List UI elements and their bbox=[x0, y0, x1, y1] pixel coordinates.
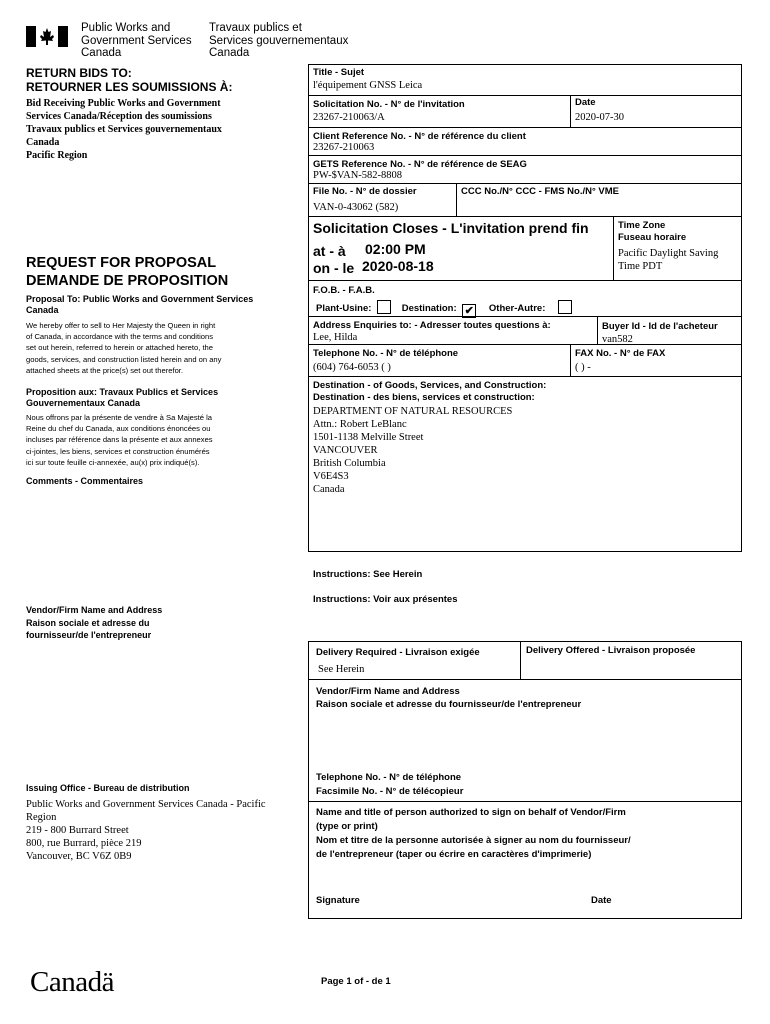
vendor-telephone-label: Telephone No. - N° de téléphone bbox=[316, 772, 462, 783]
vendor-en: Vendor/Firm Name and Address bbox=[26, 605, 163, 615]
flag-icon bbox=[26, 26, 68, 47]
phone-value: (604) 764-6053 ( ) bbox=[313, 362, 391, 373]
vendor-contact-labels bbox=[316, 771, 463, 799]
plant-label: Plant-Usine: bbox=[316, 303, 372, 314]
time-zone-label bbox=[618, 220, 686, 244]
destination-label: Destination: bbox=[401, 303, 457, 314]
authorized-label-line: Nom et titre de la personne autorisée à signer au nom du fournisseur/ bbox=[316, 835, 631, 846]
proposition-heading: Proposition aux: Travaux Publics et Services Gouvernementaux Canada bbox=[26, 387, 219, 408]
destination-address bbox=[313, 405, 512, 496]
bid-receiving-address bbox=[26, 97, 222, 162]
fob-label: F.O.B. - F.A.B. bbox=[313, 285, 375, 296]
comments-label: Comments - Commentaires bbox=[26, 476, 144, 486]
fax-value: ( ) - bbox=[575, 362, 591, 373]
text-line: ci-jointes, les biens, services et construction énumérés bbox=[26, 446, 210, 456]
authorized-label-line: (type or print) bbox=[316, 821, 378, 832]
rfp-title-fr: DEMANDE DE PROPOSITION bbox=[26, 273, 229, 289]
text-line: Reine du chef du Canada, aux conditions énoncées ou bbox=[26, 424, 211, 434]
address-line: Attn.: Robert LeBlanc bbox=[313, 419, 407, 430]
gets-value: PW-$VAN-582-8808 bbox=[313, 170, 403, 181]
address-line: Region bbox=[26, 812, 57, 823]
address-line: DEPARTMENT OF NATURAL RESOURCES bbox=[313, 406, 513, 417]
authorized-signer-field[interactable] bbox=[312, 864, 738, 888]
instructions-en: Instructions: See Herein bbox=[313, 569, 423, 580]
destination-label-line: Destination - des biens, services et construction: bbox=[313, 392, 535, 403]
address-line: Canada bbox=[313, 484, 345, 495]
vendor-facsimile-label: Facsimile No. - N° de télécopieur bbox=[316, 786, 464, 797]
text-line: goods, services, and construction listed herein and on any bbox=[26, 354, 222, 364]
text-line: We hereby offer to sell to Her Majesty the Queen in right bbox=[26, 321, 216, 330]
delivery-required-label: Delivery Required - Livraison exigée bbox=[316, 647, 480, 658]
address-line: Vancouver, BC V6Z 0B9 bbox=[26, 851, 132, 862]
check-mark-icon: ✔ bbox=[464, 305, 474, 317]
vendor-name-address-label bbox=[316, 685, 581, 711]
dept-en-line: Canada bbox=[81, 47, 122, 59]
address-line: Travaux publics et Services gouvernementaux bbox=[26, 124, 222, 135]
proposal-to-text bbox=[26, 320, 276, 376]
other-checkbox[interactable] bbox=[558, 300, 572, 314]
gets-label: GETS Reference No. - N° de référence de SEAG bbox=[313, 159, 527, 170]
address-line: Bid Receiving Public Works and Government bbox=[26, 98, 221, 109]
dept-en-line: Government Services bbox=[81, 34, 192, 47]
address-line: British Columbia bbox=[313, 458, 386, 469]
address-line: Pacific Region bbox=[26, 150, 88, 161]
text-line: attached sheets at the price(s) set out therefor. bbox=[26, 365, 184, 375]
text-line: incluses par référence dans la présente et aux annexes bbox=[26, 435, 213, 445]
dept-fr-line: Canada bbox=[209, 47, 250, 59]
at-label: at - à bbox=[313, 243, 346, 259]
time-zone-value bbox=[618, 247, 718, 273]
issuing-office-address bbox=[26, 798, 301, 863]
other-label: Other-Autre: bbox=[488, 303, 546, 314]
file-label: File No. - N° de dossier bbox=[313, 186, 417, 197]
rfp-title-en: REQUEST FOR PROPOSAL bbox=[26, 255, 217, 271]
address-line: 800, rue Burrard, pièce 219 bbox=[26, 838, 142, 849]
tz-value-line: Pacific Daylight Saving bbox=[618, 248, 719, 259]
vendor-label-line: Raison sociale et adresse du fournisseur/de l'entrepreneur bbox=[316, 699, 582, 710]
solicitation-value: 23267-210063/A bbox=[313, 112, 385, 123]
vendor-fr: Raison sociale et adresse du bbox=[26, 617, 150, 628]
vendor-name-address-field[interactable] bbox=[312, 712, 738, 767]
buyer-id-label: Buyer Id - Id de l'acheteur bbox=[602, 321, 718, 332]
dept-fr-line: Travaux publics et bbox=[209, 22, 302, 34]
vendor-label-line: Vendor/Firm Name and Address bbox=[316, 686, 460, 697]
proposal-to-heading: Proposal To: Public Works and Government Services Canada bbox=[26, 294, 254, 315]
destination-goods-label bbox=[313, 380, 546, 404]
text-line: set out herein, referred to herein or attached hereto, the bbox=[26, 343, 214, 353]
buyer-id-value: van582 bbox=[602, 334, 633, 345]
title-label: Title - Sujet bbox=[313, 67, 365, 78]
address-line: Public Works and Government Services Canada - Pacific bbox=[26, 799, 266, 810]
signature-label: Signature bbox=[316, 895, 360, 906]
vendor-fr: fournisseur/de l'entrepreneur bbox=[26, 630, 152, 640]
address-line: 1501-1138 Melville Street bbox=[313, 432, 424, 443]
file-value: VAN-0-43062 (582) bbox=[313, 202, 399, 213]
phone-label: Telephone No. - N° de téléphone bbox=[313, 348, 459, 359]
canada-wordmark-logo: Canadä bbox=[30, 966, 114, 998]
address-enquiries-value: Lee, Hilda bbox=[313, 332, 358, 343]
authorized-label-line: de l'entrepreneur (taper ou écrire en caractères d'imprimerie) bbox=[316, 849, 592, 860]
solicitation-label: Solicitation No. - N° de l'invitation bbox=[313, 99, 465, 110]
department-name-en bbox=[81, 22, 192, 60]
proposition-text bbox=[26, 412, 276, 468]
signature-date-label: Date bbox=[591, 895, 612, 906]
date-value: 2020-07-30 bbox=[575, 112, 624, 123]
address-line: Services Canada/Réception des soumissions bbox=[26, 111, 212, 122]
title-value: l'équipement GNSS Leica bbox=[313, 80, 423, 91]
return-bids-en: RETURN BIDS TO: bbox=[26, 66, 132, 80]
dept-fr-line: Services gouvernementaux bbox=[209, 34, 349, 47]
address-line: V6E4S3 bbox=[313, 471, 349, 482]
return-bids-fr: RETOURNER LES SOUMISSIONS À: bbox=[26, 80, 233, 94]
rfp-title bbox=[26, 254, 228, 290]
page-number: Page 1 of - de 1 bbox=[321, 976, 391, 987]
address-line: 219 - 800 Burrard Street bbox=[26, 825, 129, 836]
authorized-signer-label bbox=[316, 806, 631, 862]
destination-label-line: Destination - of Goods, Services, and Construction: bbox=[313, 380, 547, 391]
text-line: ici sur toute feuille ci-annexée, au(x) prix indiqué(s). bbox=[26, 457, 200, 467]
solicitation-closes-label: Solicitation Closes - L'invitation prend fin bbox=[313, 220, 589, 236]
ccc-label: CCC No./N° CCC - FMS No./N° VME bbox=[461, 186, 620, 197]
authorized-label-line: Name and title of person authorized to sign on behalf of Vendor/Firm bbox=[316, 807, 626, 818]
vendor-left-label bbox=[26, 604, 162, 642]
closing-date-value: 2020-08-18 bbox=[362, 258, 434, 274]
on-label: on - le bbox=[313, 260, 355, 276]
fax-label: FAX No. - N° de FAX bbox=[575, 348, 666, 359]
text-line: Nous offrons par la présente de vendre à Sa Majesté la bbox=[26, 413, 213, 422]
client-ref-value: 23267-210063 bbox=[313, 142, 375, 153]
dept-en-line: Public Works and bbox=[81, 22, 171, 34]
address-line: VANCOUVER bbox=[313, 445, 378, 456]
text-line: of Canada, in accordance with the terms and conditions bbox=[26, 332, 213, 342]
address-line: Canada bbox=[26, 137, 60, 148]
department-name-fr bbox=[209, 22, 348, 60]
address-enquiries-label: Address Enquiries to: - Adresser toutes questions à: bbox=[313, 320, 551, 331]
tz-value-line: Time PDT bbox=[618, 261, 663, 272]
delivery-offered-label: Delivery Offered - Livraison proposée bbox=[526, 645, 696, 656]
instructions-fr: Instructions: Voir aux présentes bbox=[313, 594, 458, 605]
client-ref-label: Client Reference No. - N° de référence du client bbox=[313, 131, 526, 142]
delivery-required-value: See Herein bbox=[318, 664, 365, 675]
plant-checkbox[interactable] bbox=[377, 300, 391, 314]
return-bids-heading bbox=[26, 66, 232, 94]
issuing-office-label: Issuing Office - Bureau de distribution bbox=[26, 783, 190, 793]
tz-label-line: Time Zone bbox=[618, 220, 666, 231]
closing-time-value: 02:00 PM bbox=[365, 241, 426, 257]
date-label: Date bbox=[575, 97, 596, 108]
tz-label-line: Fuseau horaire bbox=[618, 232, 687, 243]
